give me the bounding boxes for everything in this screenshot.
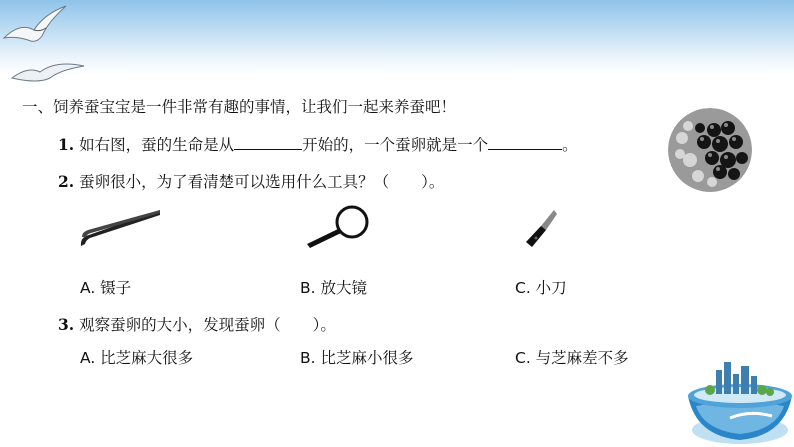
question-3-number: 3. — [58, 315, 75, 334]
answer-blank-2[interactable] — [488, 135, 562, 150]
tweezers-icon — [76, 206, 162, 248]
question-2-text: 蚕卵很小，为了看清楚可以选用什么工具？（ — [79, 173, 390, 191]
question-1 — [58, 133, 578, 155]
question-2 — [58, 170, 444, 192]
option-3b[interactable]: B. 比芝麻小很多 — [300, 349, 414, 367]
knife-icon — [524, 208, 558, 248]
question-1-end: 。 — [562, 136, 578, 154]
question-2-close: ）。 — [421, 173, 445, 191]
option-3a[interactable]: A. 比芝麻大很多 — [80, 349, 194, 367]
question-1-number: 1. — [58, 135, 75, 154]
question-1-text-part1: 如右图，蚕的生命是从 — [79, 136, 235, 154]
question-3 — [58, 313, 336, 335]
question-3-text: 观察蚕卵的大小，发现蚕卵（ — [79, 316, 281, 334]
section-heading: 一、饲养蚕宝宝是一件非常有趣的事情，让我们一起来养蚕吧！ — [22, 98, 457, 116]
option-2c[interactable]: C. 小刀 — [515, 279, 567, 297]
option-2b[interactable]: B. 放大镜 — [300, 279, 367, 297]
seagulls-decoration — [0, 0, 100, 90]
question-1-text-part2: 开始的，一个蚕卵就是一个 — [302, 136, 489, 154]
header-sky-band — [0, 0, 794, 75]
globe-city-decoration — [680, 340, 794, 447]
answer-blank-1[interactable] — [234, 135, 302, 150]
option-3c[interactable]: C. 与芝麻差不多 — [515, 349, 629, 367]
silkworm-eggs-photo — [668, 108, 752, 192]
question-2-number: 2. — [58, 172, 75, 191]
magnifier-icon — [304, 204, 374, 252]
option-2a[interactable]: A. 镊子 — [80, 279, 132, 297]
question-3-close: ）。 — [312, 316, 336, 334]
